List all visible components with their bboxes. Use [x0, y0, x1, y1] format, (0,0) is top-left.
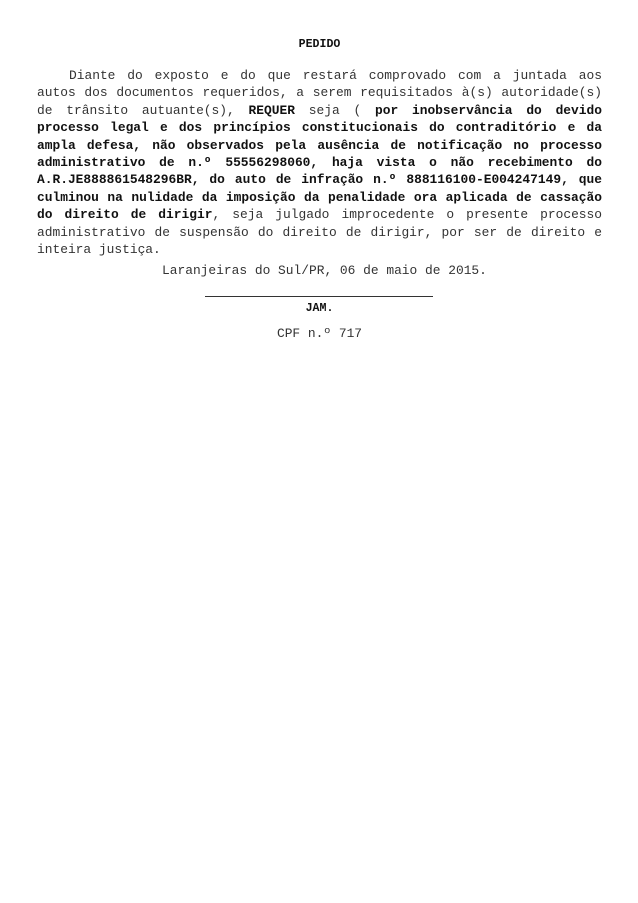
paragraph-requer-keyword: REQUER — [248, 102, 295, 118]
document-page — [37, 37, 602, 342]
signature-line — [205, 296, 433, 297]
paragraph-text-intro: Diante do exposto e do que restará comprovado com a juntada aos autos dos documentos requeridos, a serem requisitados à(s) autoridade(s) de trânsito autuante(s), — [37, 68, 602, 118]
signature-name: JAM. — [305, 302, 334, 316]
request-paragraph — [37, 67, 602, 258]
paragraph-text-conclusion: , seja julgado improcedente o presente processo administrativo de suspensão do direito de dirigir, por ser de direito e inteira justiça. — [37, 207, 603, 258]
paragraph-text-seja: seja ( — [294, 102, 375, 118]
paragraph-bold-grounds: por inobservância do devido processo legal e dos princípios constitucionais do contraditório e da ampla defesa, não observados pela ausência de notificação no processo administrativo de n.º 55556298060, haja vista o não recebimento do A.R.JE888861548296BR, do auto de infração n.º 888116100-E004247149, que culminou na nulidade da imposição da penalidade ora aplicada de cassação do direito de dirigir — [37, 102, 602, 223]
cpf-number: CPF n.º 717 — [276, 326, 363, 342]
document-title: PEDIDO — [298, 38, 341, 51]
place-and-date: Laranjeiras do Sul/PR, 06 de maio de 2015. — [162, 263, 487, 279]
